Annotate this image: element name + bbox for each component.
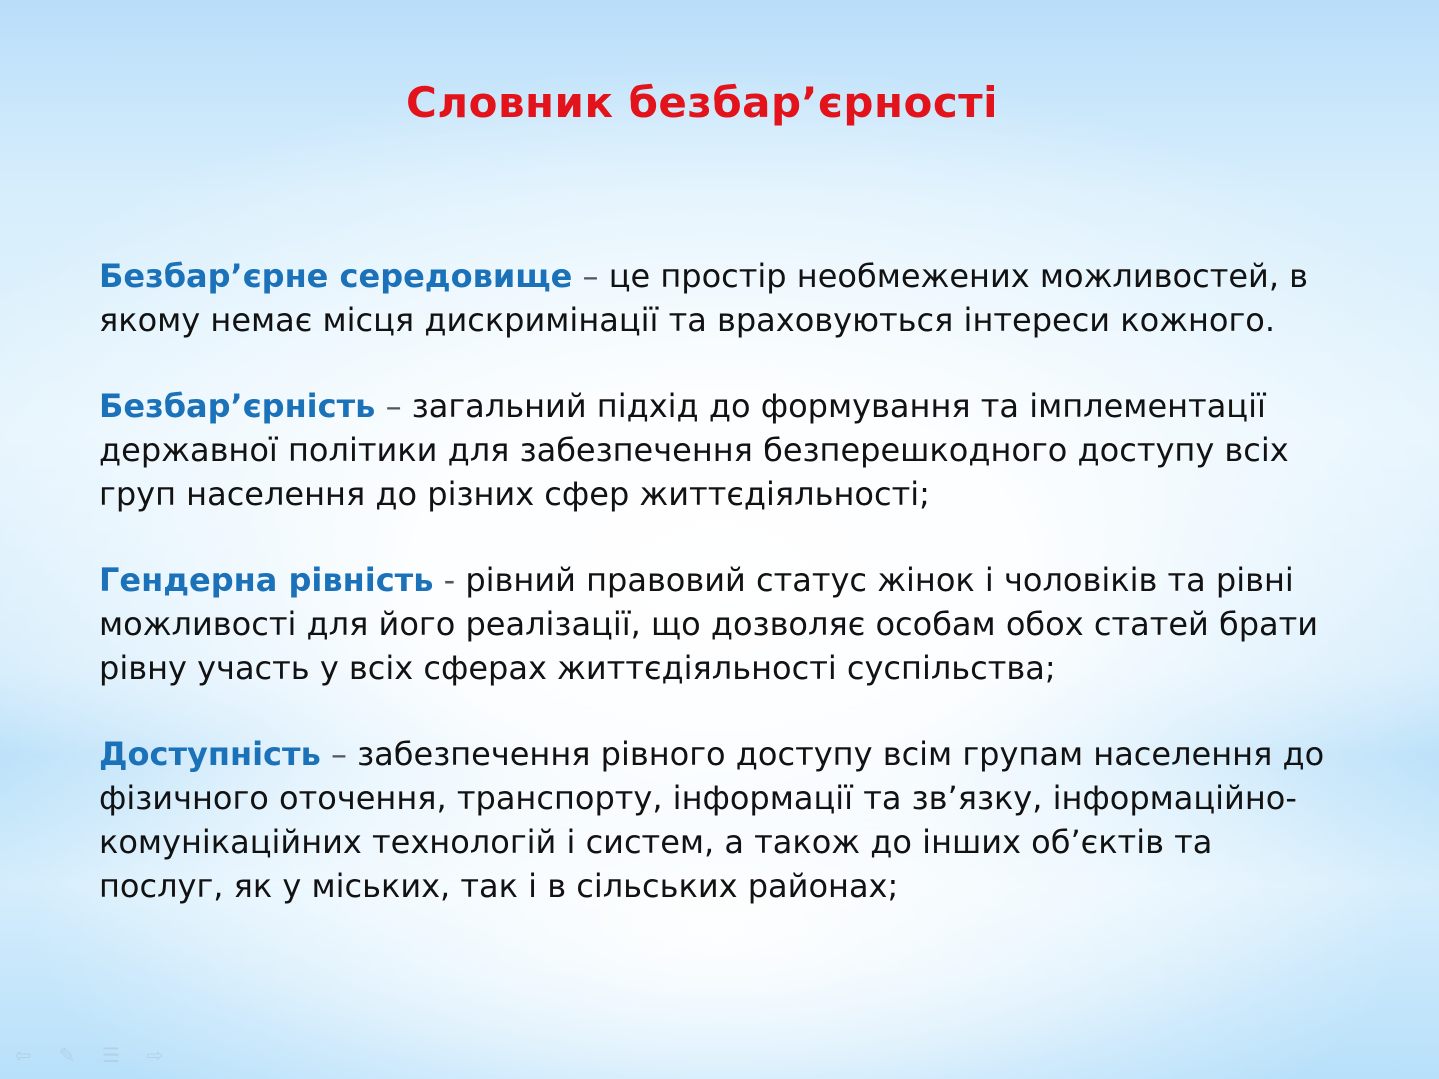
back-arrow-icon[interactable]: ⇦	[14, 1043, 32, 1067]
term-separator: –	[320, 735, 358, 773]
glossary-definition: рівний правовий статус жінок і чоловіків та рівні можливості для його реалізації, що дозволяє особам обох статей брати рівну участь у всіх сферах життєдіяльності суспільства;	[99, 561, 1319, 687]
glossary-list	[99, 254, 1339, 950]
glossary-definition: загальний підхід до формування та імплементації державної політики для забезпечення безперешкодного доступу всіх груп населення до різних сфер життєдіяльності;	[99, 387, 1289, 513]
glossary-entry	[99, 254, 1339, 342]
glossary-term: Безбар’єрне середовище	[99, 257, 573, 295]
glossary-term: Гендерна рівність	[99, 561, 434, 599]
glossary-definition: забезпечення рівного доступу всім групам населення до фізичного оточення, транспорту, інформації та зв’язку, інформаційно-комунікаційних технологій і систем, а також до інших об’єктів та послуг, як у міських, так і в сільських районах;	[99, 735, 1325, 905]
term-separator: -	[433, 561, 466, 599]
term-separator: –	[572, 257, 609, 295]
menu-icon[interactable]: ☰	[102, 1043, 120, 1067]
forward-arrow-icon[interactable]: ⇨	[146, 1043, 164, 1067]
term-separator: –	[375, 387, 412, 425]
glossary-entry	[99, 558, 1339, 690]
glossary-entry	[99, 384, 1339, 516]
glossary-term: Безбар’єрність	[99, 387, 376, 425]
slideshow-nav	[10, 1044, 168, 1066]
glossary-entry	[99, 732, 1339, 908]
glossary-term: Доступність	[99, 735, 321, 773]
pen-icon[interactable]: ✎	[58, 1043, 76, 1067]
glossary-definition: це простір необмежених можливостей, в якому немає місця дискримінації та враховуються інтереси кожного.	[99, 257, 1309, 339]
slide-title: Словник безбар’єрності	[406, 78, 998, 127]
